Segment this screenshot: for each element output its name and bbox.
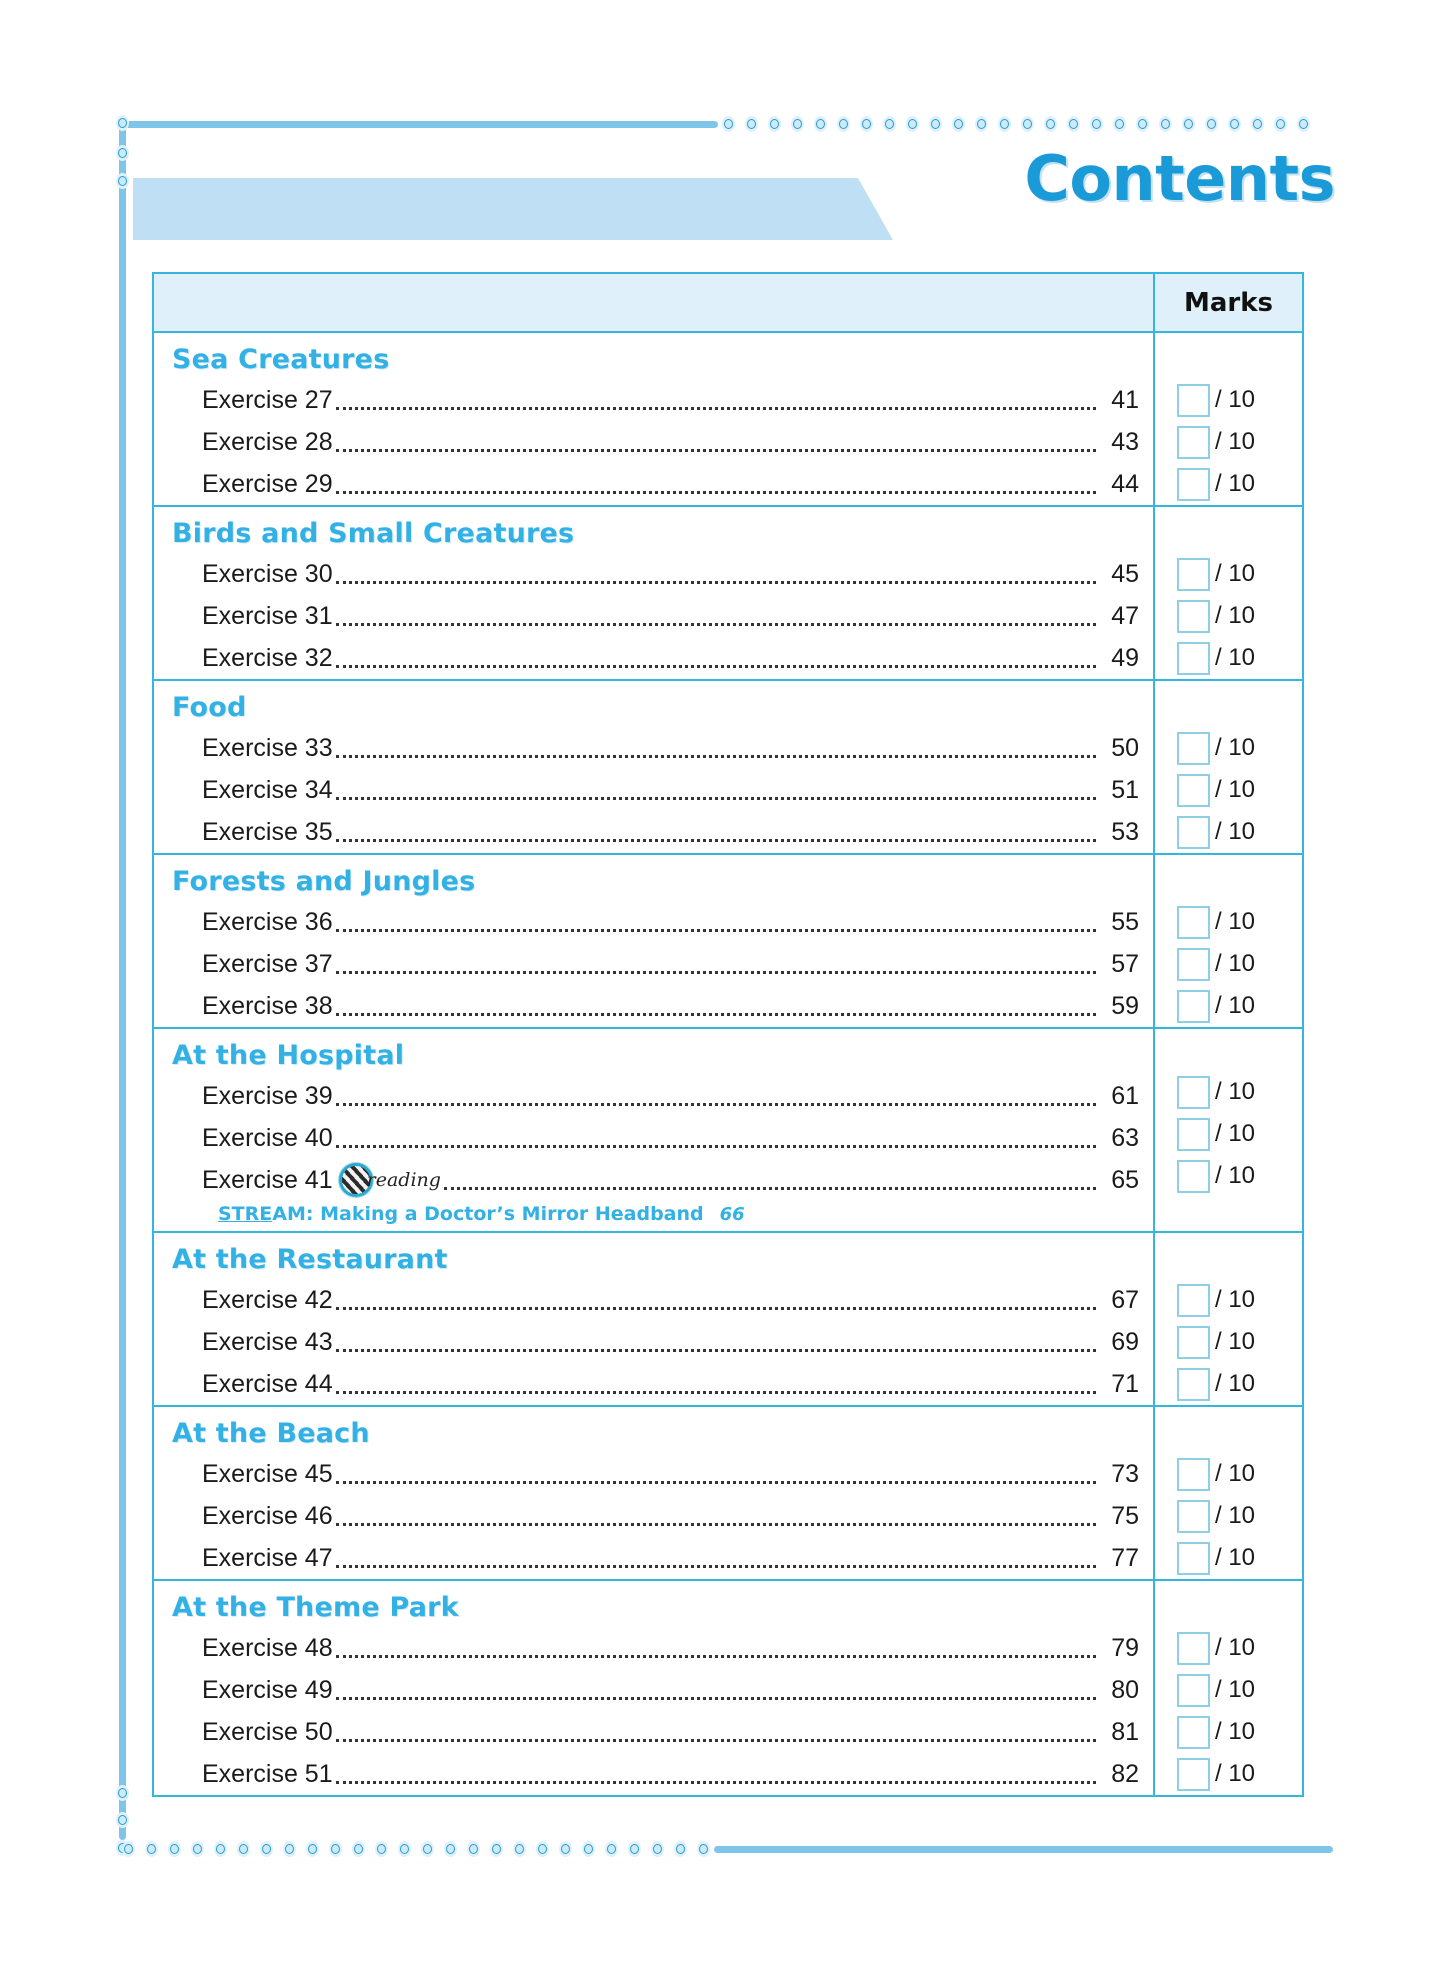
section-row <box>154 1407 1302 1581</box>
toc-entry[interactable] <box>154 637 1153 679</box>
mark-total-label: / 10 <box>1215 992 1256 1019</box>
mark-input-box[interactable] <box>1177 1758 1210 1791</box>
decorative-dot <box>1228 116 1241 132</box>
decorative-dot <box>998 116 1011 132</box>
decorative-dot <box>536 1841 549 1857</box>
mark-entry <box>1155 1453 1302 1495</box>
mark-total-label: / 10 <box>1215 1634 1256 1661</box>
dot-leader <box>336 665 1096 668</box>
mark-input-box[interactable] <box>1177 384 1210 417</box>
mark-entry <box>1155 1627 1302 1669</box>
dot-leader <box>336 449 1096 452</box>
mark-input-box[interactable] <box>1177 816 1210 849</box>
reading-label: reading <box>366 1169 441 1191</box>
reading-badge <box>339 1163 441 1201</box>
decorative-dot <box>116 115 129 131</box>
decorative-dot <box>1159 116 1172 132</box>
mark-input-box[interactable] <box>1177 1542 1210 1575</box>
toc-page-number: 65 <box>1111 1166 1139 1194</box>
toc-page-number: 44 <box>1111 470 1139 498</box>
toc-entry[interactable] <box>154 1537 1153 1579</box>
toc-page-number: 53 <box>1111 818 1139 846</box>
toc-entry-label: Exercise 50 <box>202 1718 333 1746</box>
mark-input-box[interactable] <box>1177 1632 1210 1665</box>
section-title: At the Hospital <box>172 1040 405 1071</box>
mark-total-label: / 10 <box>1215 1676 1256 1703</box>
mark-input-box[interactable] <box>1177 642 1210 675</box>
mark-total-label: / 10 <box>1215 1544 1256 1571</box>
decorative-dot <box>116 1785 129 1801</box>
mark-total-label: / 10 <box>1215 428 1256 455</box>
toc-entry[interactable] <box>154 1627 1153 1669</box>
mark-total-label: / 10 <box>1215 560 1256 587</box>
decorative-dot-row <box>718 116 1314 132</box>
marks-cell <box>1155 1233 1302 1405</box>
toc-entry-label: Exercise 28 <box>202 428 333 456</box>
contents-table <box>152 272 1304 1797</box>
section-title: At the Theme Park <box>172 1592 459 1623</box>
mark-entry <box>1155 1071 1302 1113</box>
toc-page-number: 73 <box>1111 1460 1139 1488</box>
section-cell <box>154 1581 1155 1795</box>
mark-entry <box>1155 985 1302 1027</box>
marks-spacer <box>1155 1581 1302 1627</box>
mark-entry <box>1155 463 1302 505</box>
mark-entry <box>1155 943 1302 985</box>
toc-page-number: 47 <box>1111 602 1139 630</box>
dot-leader <box>336 623 1096 626</box>
stream-entry[interactable] <box>154 1201 1153 1231</box>
dot-leader <box>336 1655 1096 1658</box>
mark-total-label: / 10 <box>1215 644 1256 671</box>
toc-page-number: 79 <box>1111 1634 1139 1662</box>
mark-input-box[interactable] <box>1177 1674 1210 1707</box>
decorative-dot <box>605 1841 618 1857</box>
toc-page-number: 82 <box>1111 1760 1139 1788</box>
mark-entry <box>1155 1753 1302 1795</box>
table-header-row <box>154 274 1302 333</box>
decorative-dot <box>214 1841 227 1857</box>
toc-entry[interactable] <box>154 1453 1153 1495</box>
decorative-dot <box>122 1841 135 1857</box>
toc-page-number: 41 <box>1111 386 1139 414</box>
dot-leader <box>336 1697 1096 1700</box>
decorative-dot <box>237 1841 250 1857</box>
mark-entry <box>1155 811 1302 853</box>
decorative-dot <box>929 116 942 132</box>
marks-cell <box>1155 681 1302 853</box>
section-title: Food <box>172 692 247 723</box>
mark-input-box[interactable] <box>1177 1368 1210 1401</box>
section-cell <box>154 333 1155 505</box>
toc-page-number: 51 <box>1111 776 1139 804</box>
section-row <box>154 1233 1302 1407</box>
section-cell <box>154 1029 1155 1231</box>
toc-page-number: 43 <box>1111 428 1139 456</box>
dot-leader <box>336 1307 1096 1310</box>
toc-entry[interactable] <box>154 943 1153 985</box>
decorative-dot <box>1021 116 1034 132</box>
toc-entry-label: Exercise 38 <box>202 992 333 1020</box>
stream-page-number: 66 <box>719 1203 745 1225</box>
toc-entry-label: Exercise 27 <box>202 386 333 414</box>
toc-entry[interactable] <box>154 811 1153 853</box>
marks-header-cell <box>1155 274 1302 331</box>
dot-leader <box>336 1481 1096 1484</box>
section-title: Birds and Small Creatures <box>172 518 575 549</box>
mark-entry <box>1155 1363 1302 1405</box>
section-row <box>154 1029 1302 1233</box>
toc-entry-label: Exercise 48 <box>202 1634 333 1662</box>
toc-entry-label: Exercise 46 <box>202 1502 333 1530</box>
marks-cell <box>1155 507 1302 679</box>
mark-total-label: / 10 <box>1215 1370 1256 1397</box>
section-cell <box>154 1407 1155 1579</box>
decorative-dot <box>260 1841 273 1857</box>
toc-entry[interactable] <box>154 1495 1153 1537</box>
toc-page-number: 63 <box>1111 1124 1139 1152</box>
toc-entry-label: Exercise 34 <box>202 776 333 804</box>
dot-leader <box>336 1781 1096 1784</box>
toc-page-number: 67 <box>1111 1286 1139 1314</box>
decorative-dot <box>1113 116 1126 132</box>
stream-rest: AM: Making a Doctor’s Mirror Headband <box>272 1203 704 1225</box>
toc-entry[interactable] <box>154 1279 1153 1321</box>
decorative-dot <box>628 1841 641 1857</box>
decorative-dot <box>1297 116 1310 132</box>
marks-cell <box>1155 1407 1302 1579</box>
mark-input-box[interactable] <box>1177 948 1210 981</box>
marks-cell <box>1155 1581 1302 1795</box>
left-decorative-rail <box>119 122 126 1840</box>
section-cell <box>154 681 1155 853</box>
decorative-dot <box>722 116 735 132</box>
mark-input-box[interactable] <box>1177 468 1210 501</box>
mark-entry <box>1155 1669 1302 1711</box>
toc-page-number: 49 <box>1111 644 1139 672</box>
toc-entry-label: Exercise 40 <box>202 1124 333 1152</box>
toc-page-number: 77 <box>1111 1544 1139 1572</box>
toc-entry-label: Exercise 30 <box>202 560 333 588</box>
dot-leader <box>336 929 1096 932</box>
toc-entry[interactable] <box>154 463 1153 505</box>
mark-total-label: / 10 <box>1215 1162 1256 1189</box>
decorative-dot <box>168 1841 181 1857</box>
decorative-dot <box>906 116 919 132</box>
toc-entry[interactable] <box>154 1117 1153 1159</box>
decorative-dot <box>421 1841 434 1857</box>
decorative-dot <box>860 116 873 132</box>
decorative-dot <box>1090 116 1103 132</box>
marks-spacer <box>1155 681 1302 727</box>
toc-page-number: 45 <box>1111 560 1139 588</box>
toc-entry[interactable] <box>154 1753 1153 1795</box>
mark-input-box[interactable] <box>1177 1284 1210 1317</box>
toc-entry[interactable] <box>154 379 1153 421</box>
toc-entry[interactable] <box>154 901 1153 943</box>
toc-entry-label: Exercise 49 <box>202 1676 333 1704</box>
mark-total-label: / 10 <box>1215 1328 1256 1355</box>
toc-entry[interactable] <box>154 985 1153 1027</box>
toc-entry[interactable] <box>154 1075 1153 1117</box>
decorative-dot <box>745 116 758 132</box>
dot-leader <box>336 1523 1096 1526</box>
section-row <box>154 681 1302 855</box>
decorative-dot <box>1067 116 1080 132</box>
toc-entry-label: Exercise 42 <box>202 1286 333 1314</box>
decorative-dot-row <box>118 1841 714 1857</box>
mark-total-label: / 10 <box>1215 1078 1256 1105</box>
section-title: At the Restaurant <box>172 1244 448 1275</box>
decorative-dot <box>145 1841 158 1857</box>
toc-entry[interactable] <box>154 769 1153 811</box>
toc-entry-label: Exercise 39 <box>202 1082 333 1110</box>
toc-page-number: 69 <box>1111 1328 1139 1356</box>
dot-leader <box>336 755 1096 758</box>
toc-page-number: 57 <box>1111 950 1139 978</box>
decorative-dot <box>467 1841 480 1857</box>
decorative-dot <box>674 1841 687 1857</box>
page-title: Contents <box>1024 142 1335 215</box>
toc-page-number: 81 <box>1111 1718 1139 1746</box>
marks-cell <box>1155 855 1302 1027</box>
dot-leader <box>336 1145 1096 1148</box>
decorative-dot <box>1182 116 1195 132</box>
toc-entry[interactable] <box>154 1159 1153 1201</box>
toc-page-number: 61 <box>1111 1082 1139 1110</box>
dot-leader <box>336 797 1096 800</box>
decorative-dot <box>768 116 781 132</box>
mark-input-box[interactable] <box>1177 1326 1210 1359</box>
decorative-dot <box>559 1841 572 1857</box>
mark-entry <box>1155 379 1302 421</box>
decorative-dot <box>582 1841 595 1857</box>
section-cell <box>154 855 1155 1027</box>
marks-cell <box>1155 1029 1302 1231</box>
toc-page-number: 80 <box>1111 1676 1139 1704</box>
toc-entry[interactable] <box>154 595 1153 637</box>
decorative-dot <box>1205 116 1218 132</box>
mark-total-label: / 10 <box>1215 386 1256 413</box>
marks-spacer <box>1155 333 1302 379</box>
mark-input-box[interactable] <box>1177 1118 1210 1151</box>
section-cell <box>154 1233 1155 1405</box>
mark-entry <box>1155 901 1302 943</box>
decorative-dot <box>814 116 827 132</box>
dot-leader <box>336 1391 1096 1394</box>
dot-leader <box>336 581 1096 584</box>
toc-entry-label: Exercise 43 <box>202 1328 333 1356</box>
section-title: Sea Creatures <box>172 344 390 375</box>
toc-entry-label: Exercise 35 <box>202 818 333 846</box>
mark-entry <box>1155 1113 1302 1155</box>
decorative-dot <box>1251 116 1264 132</box>
mark-input-box[interactable] <box>1177 774 1210 807</box>
toc-page-number: 55 <box>1111 908 1139 936</box>
marks-spacer <box>1155 855 1302 901</box>
decorative-dot <box>116 173 129 189</box>
toc-entry[interactable] <box>154 1669 1153 1711</box>
decorative-dot <box>116 145 129 161</box>
mark-entry <box>1155 553 1302 595</box>
dot-leader <box>336 971 1096 974</box>
mark-entry <box>1155 595 1302 637</box>
decorative-dot <box>1136 116 1149 132</box>
toc-entry-label: Exercise 41 <box>202 1166 333 1194</box>
toc-entry-label: Exercise 31 <box>202 602 333 630</box>
decorative-dot <box>398 1841 411 1857</box>
toc-entry[interactable] <box>154 1321 1153 1363</box>
toc-entry-label: Exercise 32 <box>202 644 333 672</box>
toc-page-number: 59 <box>1111 992 1139 1020</box>
decorative-dot <box>306 1841 319 1857</box>
decorative-dot <box>651 1841 664 1857</box>
section-title: Forests and Jungles <box>172 866 476 897</box>
toc-page-number: 75 <box>1111 1502 1139 1530</box>
mark-total-label: / 10 <box>1215 950 1256 977</box>
mark-entry <box>1155 421 1302 463</box>
mark-input-box[interactable] <box>1177 1458 1210 1491</box>
mark-total-label: / 10 <box>1215 1286 1256 1313</box>
section-row <box>154 333 1302 507</box>
dot-leader <box>336 839 1096 842</box>
toc-entry-label: Exercise 44 <box>202 1370 333 1398</box>
mark-total-label: / 10 <box>1215 1502 1256 1529</box>
toc-entry-label: Exercise 51 <box>202 1760 333 1788</box>
mark-total-label: / 10 <box>1215 602 1256 629</box>
mark-entry <box>1155 1711 1302 1753</box>
mark-entry <box>1155 1321 1302 1363</box>
mark-input-box[interactable] <box>1177 990 1210 1023</box>
decorative-dot <box>329 1841 342 1857</box>
mark-total-label: / 10 <box>1215 1760 1256 1787</box>
toc-entry[interactable] <box>154 421 1153 463</box>
section-row <box>154 507 1302 681</box>
dot-leader <box>336 1349 1096 1352</box>
section-row <box>154 1581 1302 1795</box>
marks-header-label: Marks <box>1183 287 1273 318</box>
top-decorative-border <box>118 115 1333 133</box>
decorative-dot <box>837 116 850 132</box>
toc-entry-label: Exercise 33 <box>202 734 333 762</box>
mark-input-box[interactable] <box>1177 732 1210 765</box>
toc-entry[interactable] <box>154 553 1153 595</box>
dot-leader <box>444 1187 1096 1190</box>
mark-total-label: / 10 <box>1215 908 1256 935</box>
mark-entry <box>1155 727 1302 769</box>
marks-cell <box>1155 333 1302 505</box>
mark-input-box[interactable] <box>1177 1076 1210 1109</box>
decorative-dot <box>791 116 804 132</box>
marks-spacer <box>1155 1029 1302 1071</box>
toc-entry-label: Exercise 47 <box>202 1544 333 1572</box>
mark-total-label: / 10 <box>1215 1460 1256 1487</box>
mark-input-box[interactable] <box>1177 426 1210 459</box>
decorative-dot <box>952 116 965 132</box>
mark-entry <box>1155 1155 1302 1197</box>
toc-entry-label: Exercise 36 <box>202 908 333 936</box>
decorative-dot <box>975 116 988 132</box>
marks-spacer <box>1155 1407 1302 1453</box>
mark-input-box[interactable] <box>1177 600 1210 633</box>
mark-entry <box>1155 1279 1302 1321</box>
decorative-dot <box>283 1841 296 1857</box>
header-blank-cell <box>154 274 1155 331</box>
toc-entry-label: Exercise 29 <box>202 470 333 498</box>
toc-entry[interactable] <box>154 1711 1153 1753</box>
mark-total-label: / 10 <box>1215 470 1256 497</box>
toc-entry[interactable] <box>154 727 1153 769</box>
decorative-dot <box>513 1841 526 1857</box>
dot-leader <box>336 407 1096 410</box>
bottom-decorative-border <box>118 1840 1333 1858</box>
decorative-dot <box>1274 116 1287 132</box>
decorative-dot <box>883 116 896 132</box>
decorative-dot <box>444 1841 457 1857</box>
section-row <box>154 855 1302 1029</box>
section-title: At the Beach <box>172 1418 370 1449</box>
marks-spacer <box>1155 1233 1302 1279</box>
mark-total-label: / 10 <box>1215 734 1256 761</box>
decorative-dot <box>191 1841 204 1857</box>
decorative-line <box>118 121 718 128</box>
mark-input-box[interactable] <box>1177 1716 1210 1749</box>
mark-entry <box>1155 637 1302 679</box>
marks-spacer <box>1155 507 1302 553</box>
dot-leader <box>336 1013 1096 1016</box>
toc-page-number: 71 <box>1111 1370 1139 1398</box>
mark-input-box[interactable] <box>1177 1160 1210 1193</box>
mark-total-label: / 10 <box>1215 1718 1256 1745</box>
toc-entry-label: Exercise 37 <box>202 950 333 978</box>
dot-leader <box>336 1739 1096 1742</box>
decorative-line <box>714 1846 1333 1853</box>
mark-total-label: / 10 <box>1215 1120 1256 1147</box>
mark-total-label: / 10 <box>1215 818 1256 845</box>
decorative-dot <box>352 1841 365 1857</box>
decorative-dot <box>116 1812 129 1828</box>
mark-total-label: / 10 <box>1215 776 1256 803</box>
toc-entry-label: Exercise 45 <box>202 1460 333 1488</box>
dot-leader <box>336 1565 1096 1568</box>
mark-entry <box>1155 1495 1302 1537</box>
mark-input-box[interactable] <box>1177 906 1210 939</box>
mark-input-box[interactable] <box>1177 558 1210 591</box>
toc-entry[interactable] <box>154 1363 1153 1405</box>
section-cell <box>154 507 1155 679</box>
dot-leader <box>336 491 1096 494</box>
toc-page-number: 50 <box>1111 734 1139 762</box>
stream-entry-label <box>218 1203 704 1225</box>
decorative-dot <box>697 1841 710 1857</box>
mark-entry <box>1155 769 1302 811</box>
marks-pad <box>1155 1197 1302 1231</box>
mark-entry <box>1155 1537 1302 1579</box>
stream-prefix: STRE <box>218 1203 273 1225</box>
decorative-dot <box>1044 116 1057 132</box>
decorative-dot <box>375 1841 388 1857</box>
decorative-dot <box>490 1841 503 1857</box>
dot-leader <box>336 1103 1096 1106</box>
mark-input-box[interactable] <box>1177 1500 1210 1533</box>
